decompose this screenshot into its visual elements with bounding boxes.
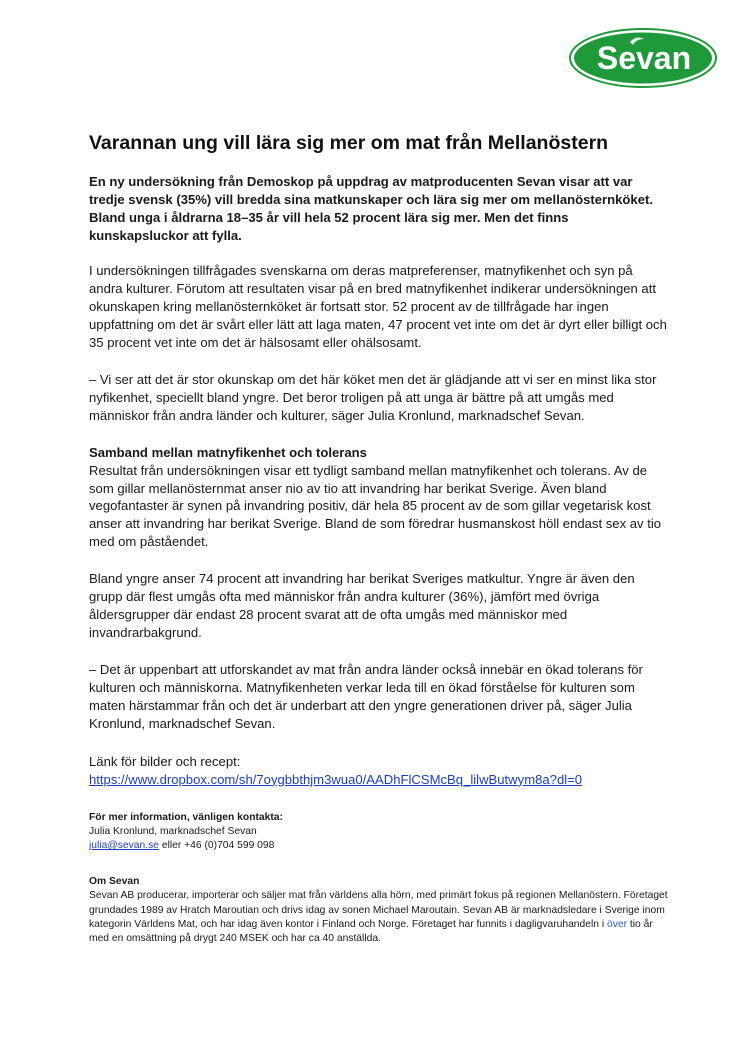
quote-first: – Vi ser att det är stor okunskap om det här köket men det är glädjande att vi ser en minst lika stor nyfikenhet, speciellt bland yngre. Det beror troligen på att unga är bättre på att umgås med människor från andra länder och kulturer, säger Julia Kronlund, marknadschef Sevan. — [89, 371, 657, 423]
contact-line — [89, 839, 669, 853]
paragraph-younger: Bland yngre anser 74 procent att invandring har berikat Sveriges matkultur. Yngre är även den grupp där flest umgås ofta med människor från andra kulturer (36%), jämfört med övriga åldersgrupper där endast 28 procent svarat att de ofta umgås med människor med invandrarbakgrund. — [89, 571, 635, 641]
about-text — [89, 889, 669, 946]
about-heading: Om Sevan — [89, 876, 140, 888]
link-label: Länk för bilder och recept: — [89, 753, 241, 769]
dropbox-link[interactable]: https://www.dropbox.com/sh/7oygbbthjm3wua0/AADhFlCSMcBq_lilwButwym8a?dl=0 — [89, 771, 583, 787]
about-block — [89, 875, 669, 946]
paragraph-survey: I undersökningen tillfrågades svenskarna om deras matpreferenser, matnyfikenhet och syn på andra kulturer. Förutom att resultaten visar på en bred matnyfikenhet indikerar undersökningen att okunskapen kring mellanösternköket är fortsatt stor. 52 procent av de tillfrågade har ingen uppfattning om det är svårt eller lätt att laga maten, 47 procent vet inte om det är dyrt eller billigt och 35 procent vet inte om det är hälsosamt eller ohälsosamt. — [89, 263, 667, 350]
article-title: Varannan ung vill lära sig mer om mat från Mellanöstern — [89, 132, 609, 154]
contact-heading: För mer information, vänligen kontakta: — [89, 811, 283, 823]
paragraph-tolerance: Resultat från undersökningen visar ett tydligt samband mellan matnyfikenhet och tolerans. Av de som gillar mellanösternmat anser nio av tio att invandring har berikat Sverige. Även bland vegofantaster är synen på invandring positiv, där hela 85 procent av de som gillar vegetarisk kost anser att invandring har berikat Sverige. Bland de som föredrar husmanskost höll endast sex av tio med om påståendet. — [89, 462, 662, 550]
about-text-end: tio år med en omsättning på drygt 240 MSEK och har ca 40 anställda. — [89, 918, 653, 945]
email-link[interactable]: julia@sevan.se — [89, 840, 159, 852]
contact-name: Julia Kronlund, marknadschef Sevan — [89, 825, 257, 837]
contact-block — [89, 811, 669, 854]
about-highlight: över — [607, 918, 628, 930]
about-text-part: Sevan AB producerar, importerar och säljer mat från världens alla hörn, med primärt fokus på regionen Mellanöstern. Företaget grundades 1989 av Hratch Maroutian och drivs idag av sonen Michael Maroutain. Sevan AB är marknadsledare i Sverige inom kategorin Världens Mat, och har idag även kontor i Finland och Norge. Företaget har funnits i dagligvaruhandeln i — [89, 890, 668, 930]
article-lead: En ny undersökning från Demoskop på uppdrag av matproducenten Sevan visar att var tredje svensk (35%) vill bredda sina matkunskaper och lära sig mer om mellanösternköket. Bland unga i åldrarna 18–35 år vill hela 52 procent lära sig mer. Men det finns kunskapsluckor att fylla. — [89, 174, 653, 244]
quote-second: – Det är uppenbart att utforskandet av mat från andra länder också innebär en ökad tolerans för kulturen och människorna. Matnyfikenheten verkar leda till en ökad förståelse för kulturen som maten härstammar från och det är underbart att den yngre generationen driver på, säger Julia Kronlund, marknadschef Sevan. — [89, 662, 643, 731]
sevan-logo — [568, 28, 718, 88]
logo-text: Sevan — [596, 40, 692, 76]
section-heading: Samband mellan matnyfikenhet och tolerans — [89, 444, 367, 460]
press-release — [89, 132, 669, 946]
contact-phone: eller +46 (0)704 599 098 — [158, 840, 275, 852]
